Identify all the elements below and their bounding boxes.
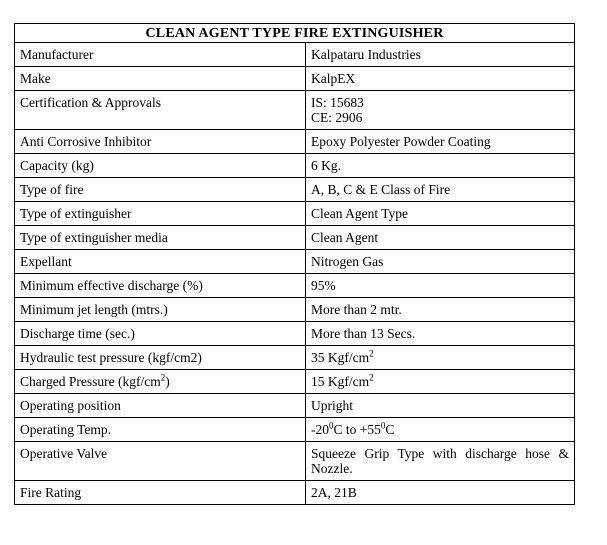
row-value: Epoxy Polyester Powder Coating <box>306 130 575 154</box>
table-row <box>15 154 575 178</box>
value-text: C <box>385 422 395 437</box>
table-row <box>15 43 575 67</box>
row-label: Type of fire <box>15 178 306 202</box>
value-text: 15 Kgf/cm <box>311 374 370 389</box>
table-title: CLEAN AGENT TYPE FIRE EXTINGUISHER <box>15 24 575 43</box>
table-row <box>15 178 575 202</box>
row-value: KalpEX <box>306 67 575 91</box>
table-row <box>15 442 575 481</box>
row-label: Capacity (kg) <box>15 154 306 178</box>
row-value: Squeeze Grip Type with discharge hose & Nozzle. <box>306 442 575 481</box>
spec-sheet <box>14 23 574 505</box>
row-value <box>306 418 575 442</box>
row-label <box>15 370 306 394</box>
table-row <box>15 322 575 346</box>
row-value: More than 2 mtr. <box>306 298 575 322</box>
table-row <box>15 250 575 274</box>
table-row <box>15 130 575 154</box>
row-value: More than 13 Secs. <box>306 322 575 346</box>
row-label: Minimum effective discharge (%) <box>15 274 306 298</box>
row-value <box>306 346 575 370</box>
spec-table <box>14 23 575 505</box>
row-label: Operating position <box>15 394 306 418</box>
label-text: Charged Pressure (kgf/cm <box>20 374 161 389</box>
table-row <box>15 274 575 298</box>
superscript: 2 <box>160 372 166 383</box>
row-value: 2A, 21B <box>306 481 575 505</box>
title-row <box>15 24 575 43</box>
row-value: 6 Kg. <box>306 154 575 178</box>
row-value: Clean Agent <box>306 226 575 250</box>
certification-ce: CE: 2906 <box>311 110 363 125</box>
value-text: C to +55 <box>333 422 381 437</box>
row-label: Type of extinguisher media <box>15 226 306 250</box>
row-value <box>306 370 575 394</box>
row-label: Expellant <box>15 250 306 274</box>
table-row <box>15 481 575 505</box>
superscript: 2 <box>369 348 374 359</box>
table-row <box>15 346 575 370</box>
value-text: 35 Kgf/cm <box>311 350 370 365</box>
row-label: Operating Temp. <box>15 418 306 442</box>
table-row <box>15 226 575 250</box>
row-label: Hydraulic test pressure (kgf/cm2) <box>15 346 306 370</box>
row-value: Clean Agent Type <box>306 202 575 226</box>
value-text: -20 <box>311 422 329 437</box>
label-tail: ) <box>165 374 170 389</box>
row-label: Manufacturer <box>15 43 306 67</box>
table-row <box>15 298 575 322</box>
table-row <box>15 91 575 130</box>
superscript: 0 <box>380 420 386 431</box>
row-label: Type of extinguisher <box>15 202 306 226</box>
row-value: Kalpataru Industries <box>306 43 575 67</box>
row-value: Nitrogen Gas <box>306 250 575 274</box>
row-value: Upright <box>306 394 575 418</box>
row-value: A, B, C & E Class of Fire <box>306 178 575 202</box>
superscript: 2 <box>369 372 374 383</box>
table-row <box>15 394 575 418</box>
certification-is: IS: 15683 <box>311 95 364 110</box>
row-label: Make <box>15 67 306 91</box>
row-label: Anti Corrosive Inhibitor <box>15 130 306 154</box>
row-label: Operative Valve <box>15 442 306 481</box>
row-label: Certification & Approvals <box>15 91 306 130</box>
row-label: Discharge time (sec.) <box>15 322 306 346</box>
table-row <box>15 370 575 394</box>
table-row <box>15 202 575 226</box>
row-value: 95% <box>306 274 575 298</box>
superscript: 0 <box>329 420 334 431</box>
row-value <box>306 91 575 130</box>
table-row <box>15 418 575 442</box>
table-row <box>15 67 575 91</box>
row-label: Fire Rating <box>15 481 306 505</box>
row-label: Minimum jet length (mtrs.) <box>15 298 306 322</box>
